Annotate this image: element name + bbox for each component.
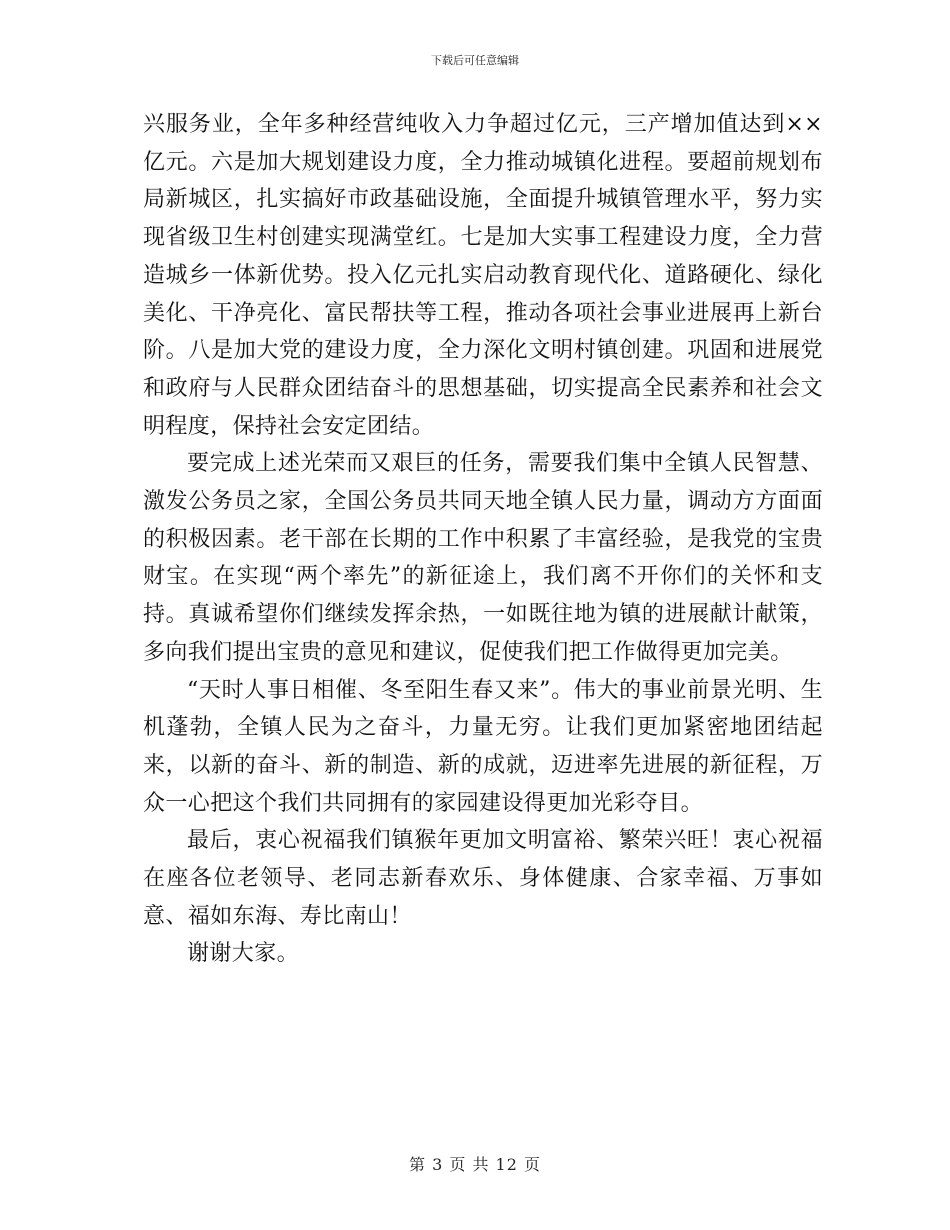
paragraph-closing: 谢谢大家。 (187, 941, 300, 967)
paragraph-task: 要完成上述光荣而又艰巨的任务，需要我们集中全镇人民智慧、激发公务员之家，全国公务员共同天地全镇人民力量，调动方方面面的积极因素。老干部在长期的工作中积累了丰富经验，是我党的宝贵财宝。在实现“两个率先”的新征途上，我们离不开你们的关怀和支持。真诚希望你们继续发挥余热，一如既往地为镇的进展献计献策，多向我们提出宝贵的意见和建议，促使我们把工作做得更加完美。 (143, 451, 823, 665)
paragraph-vision: “天时人事日相催、冬至阳生春又来”。伟大的事业前景光明、生机蓬勃，全镇人民为之奋斗，力量无穷。让我们更加紧密地团结起来，以新的奋斗、新的制造、新的成就，迈进率先进展的新征程，万众一心把这个我们共同拥有的家园建设得更加光彩夺目。 (143, 677, 823, 816)
page-footer: 第 3 页 共 12 页 (409, 1155, 541, 1174)
paragraph-continuation: 兴服务业，全年多种经营纯收入力争超过亿元，三产增加值达到××亿元。六是加大规划建设力度，全力推动城镇化进程。要超前规划布局新城区，扎实搞好市政基础设施，全面提升城镇管理水平，努力实现省级卫生村创建实现满堂红。七是加大实事工程建设力度，全力营造城乡一体新优势。投入亿元扎实启动教育现代化、道路硬化、绿化美化、干净亮化、富民帮扶等工程，推动各项社会事业进展再上新台阶。八是加大党的建设力度，全力深化文明村镇创建。巩固和进展党和政府与人民群众团结奋斗的思想基础，切实提高全民素养和社会文明程度，保持社会安定团结。 (143, 112, 823, 439)
page-header: 下载后可任意编辑 (431, 54, 519, 67)
paragraph-wishes: 最后，衷心祝福我们镇猴年更加文明富裕、繁荣兴旺！衷心祝福在座各位老领导、老同志新春欢乐、身体健康、合家幸福、万事如意、福如东海、寿比南山！ (143, 828, 823, 929)
document-body (143, 106, 823, 973)
